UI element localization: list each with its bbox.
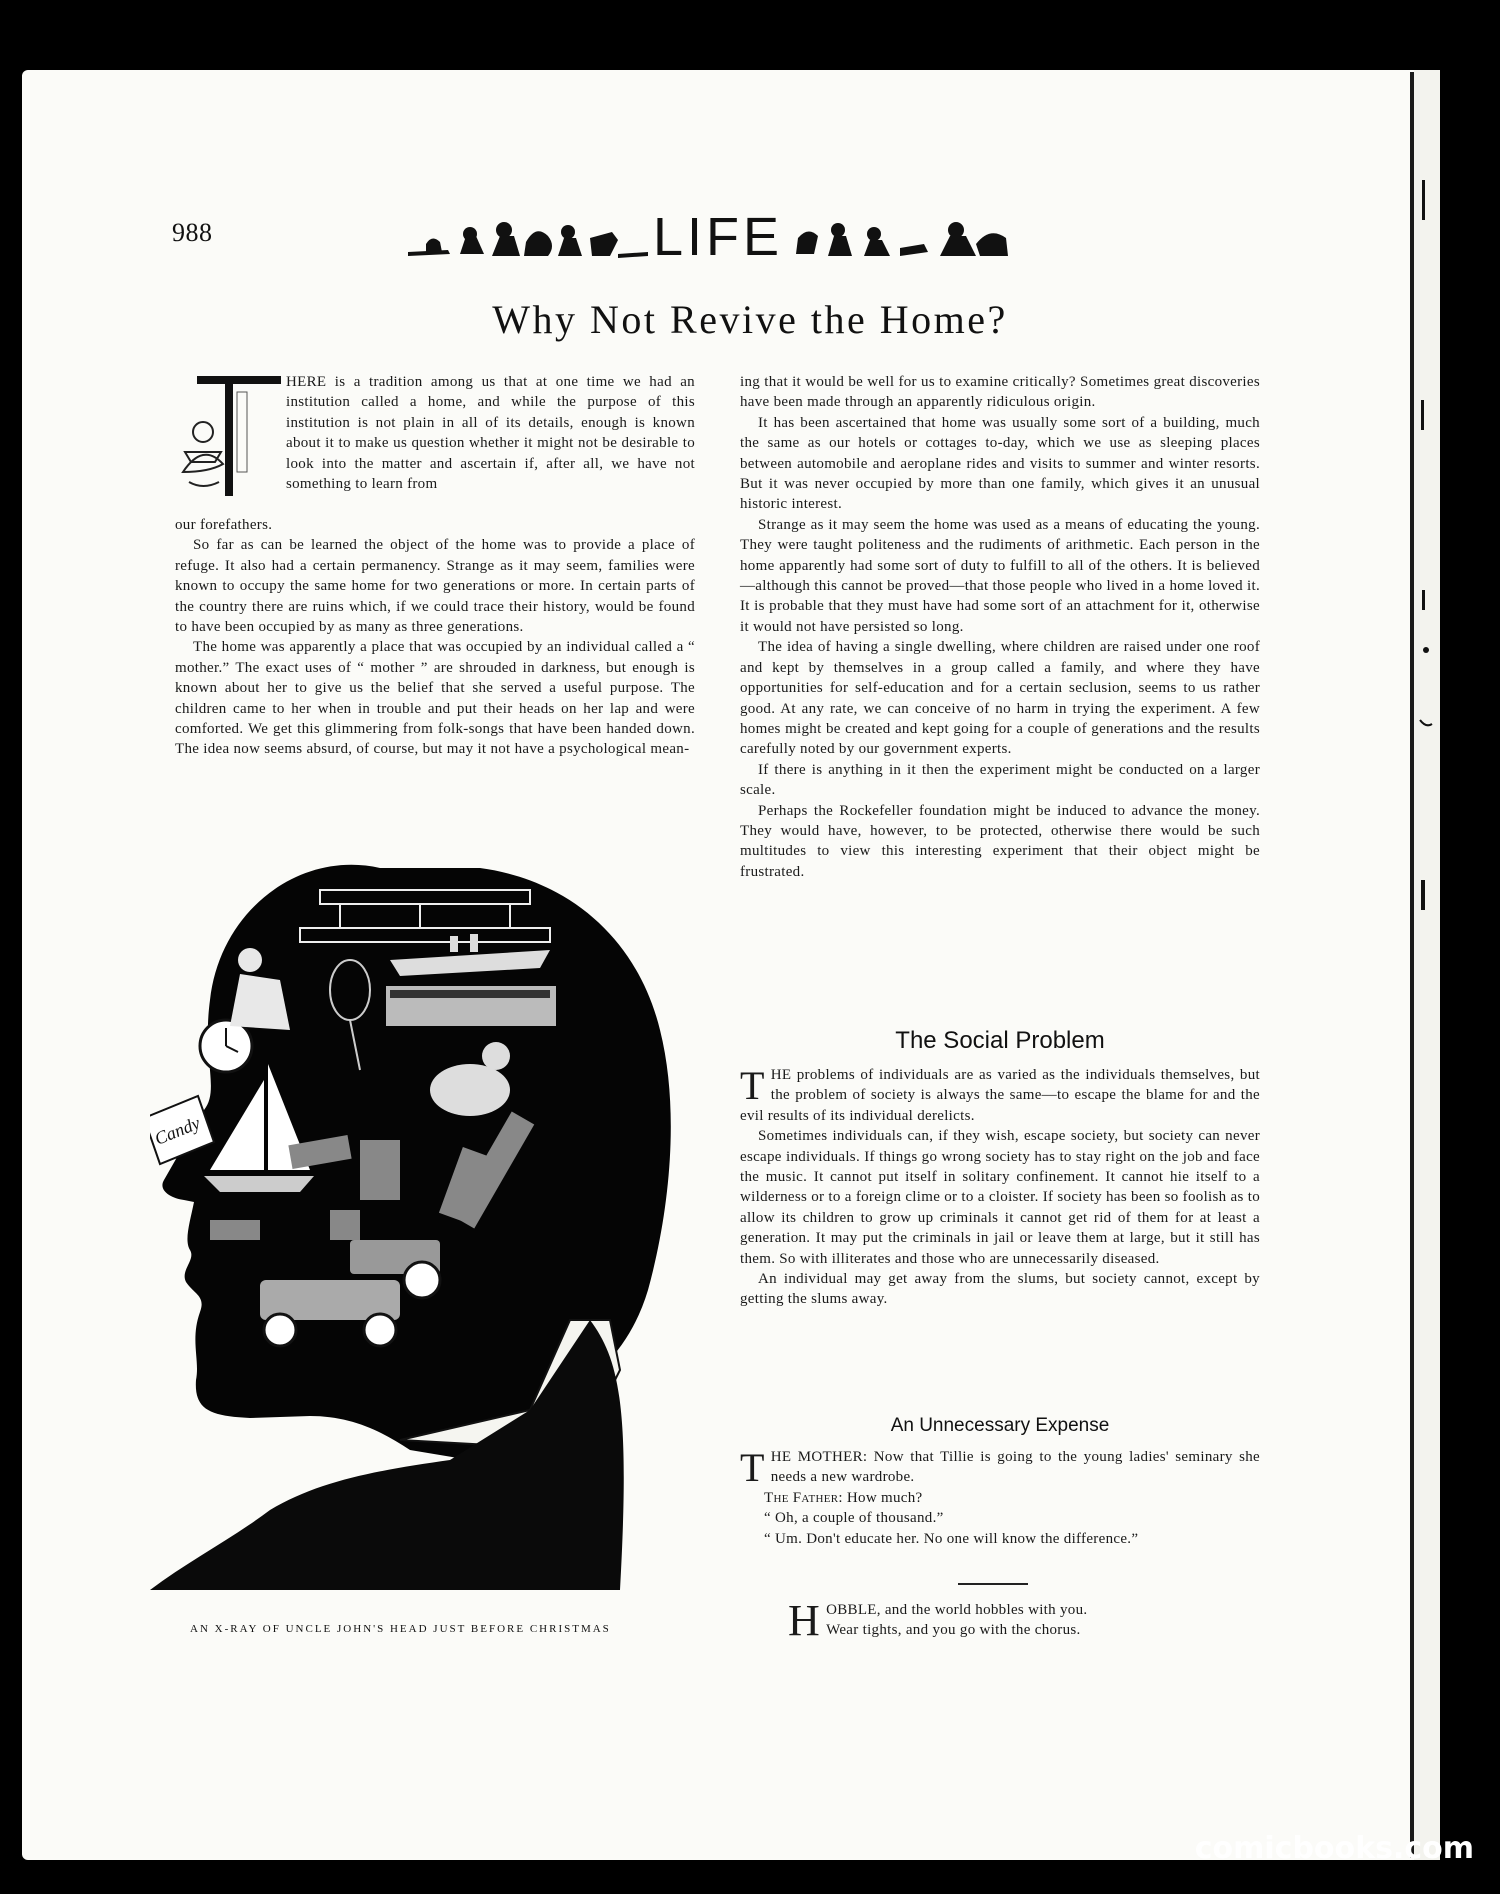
xray-head-illustration [150,850,710,1590]
paragraph: It has been ascertained that home was usually some sort of a building, much the same as our hotels or cottages to-day, which we use as sleeping places between automobile and aeroplane rides and visits to summer and winter resorts. But it was never occupied by more than one family, which gives it an unusual historic interest. [740,414,1260,513]
paragraph: An individual may get away from the slums, but society cannot, except by getting the slums away. [740,1271,1260,1308]
divider-rule [958,1583,1028,1585]
dropcap: H [788,1596,821,1645]
section-title-unnecessary-expense: An Unnecessary Expense [890,1415,1110,1436]
dropcap: T [740,1445,765,1490]
paragraph: So far as can be learned the object of the home was to provide a place of refuge. It also had a certain permanency. Strange as it may seem, families were known to occupy the same home for two generations or more. In certain parts of the country there are ruins which, if we could trace their history, would be found to have been occupied by as many as three generations. [175,537,695,636]
right-column [740,372,1260,882]
paragraph: Strange as it may seem the home was used as a means of educating the young. They were taught politeness and the rudiments of arithmetic. Each person in the home apparently had some sort of duty to fulfill to all of the others. It is believed—although this cannot be proved—that those people who lived in a home loved it. It is probable that they must have had some sort of an attachment for it, otherwise it would not have persisted so long. [740,516,1260,635]
decorated-initial-t-icon [175,372,283,502]
lead-paragraph-end: our forefathers. [175,517,273,533]
illustration-caption: AN X-RAY OF UNCLE JOHN'S HEAD JUST BEFORE CHRISTMAS [190,1623,611,1635]
lead-paragraph: HERE is a tradition among us that at one time we had an institution called a home, and while the purpose of this institution is not plain in all of its details, enough is known about it to make us question whether it might not be desirable to look into the matter and ascertain if, after all, we have not something to learn from [286,374,695,493]
watermark: comicbooks.com [1194,1831,1474,1866]
clock-icon [200,1020,252,1072]
dropcap: T [740,1063,765,1108]
paragraph: ing that it would be well for us to examine critically? Sometimes great discoveries have been made through an apparently ridiculous origin. [740,374,1260,411]
section-title-social-problem: The Social Problem [895,1027,1105,1054]
quip-line: OBBLE, and the world hobbles with you. [826,1602,1088,1618]
candy-label: Candy [151,1112,203,1149]
dialogue-line: “ Oh, a couple of thousand.” [764,1510,944,1527]
expense-text [740,1447,1260,1549]
page-number: 988 [172,218,213,247]
masthead [408,200,1020,270]
hobble-quip [788,1596,1268,1645]
article-title: Why Not Revive the Home? [492,297,1008,342]
paragraph: If there is anything in it then the experiment might be conducted on a larger scale. [740,761,1260,799]
dialogue-line: “ Um. Don't educate her. No one will know the difference.” [764,1530,1139,1547]
piano-icon [386,986,556,1026]
social-problem-first-paragraph: THE problems of individuals are as varied as the individuals themselves, but the problem of society is always the same—to escape the blame for and the evil results of its individual derelicts. [740,1063,1260,1124]
father-line: The Father: How much? [764,1489,923,1506]
masthead-title: LIFE [653,207,784,267]
paragraph: Sometimes individuals can, if they wish, escape society, but society can never escape individuals. If things go wrong society has to stay right on the job and face the music. It cannot put itself in solitary confinement. It cannot hie itself to a wilderness or to a foreign clime or to a cloister. If society has been so foolish as to allow its children to grow up criminals it cannot get rid of them for at least a generation. It may put the criminals in jail or leave them at large, but it still has them. So with illiterates and those who are unnecessarily diseased. [740,1128,1260,1267]
paragraph: The home was apparently a place that was occupied by an individual called a “ mother.” The exact uses of “ mother ” are shrouded in darkness, but enough is known about her to give us the belief that she served a useful purpose. The children came to her when in trouble and put their heads on her lap and were comforted. We get this glimmering from folk-songs that have been handed down. The idea now seems absurd, of course, but may it not have a psychological mean- [175,639,695,758]
left-column [175,515,695,760]
social-problem-text [740,1065,1260,1310]
paragraph: Perhaps the Rockefeller foundation might be induced to advance the money. They would have, however, to be protected, otherwise there would be such multitudes to view this interesting experiment that their object might be frustrated. [740,802,1260,880]
expense-first-line: THE MOTHER: Now that Tillie is going to the young ladies' seminary she needs a new wardrobe. [740,1445,1260,1490]
quip-line: Wear tights, and you go with the chorus. [826,1622,1081,1638]
paragraph: The idea of having a single dwelling, where children are raised under one roof and kept by themselves in a group called a family, and where they have opportunities for self-education and for a certain seclusion, seems to us rather good. At any rate, we can conceive of no harm in trying the experiment. A few homes might be created and kept going for a couple of generations and the results carefully noted by our government experts. [740,639,1260,758]
